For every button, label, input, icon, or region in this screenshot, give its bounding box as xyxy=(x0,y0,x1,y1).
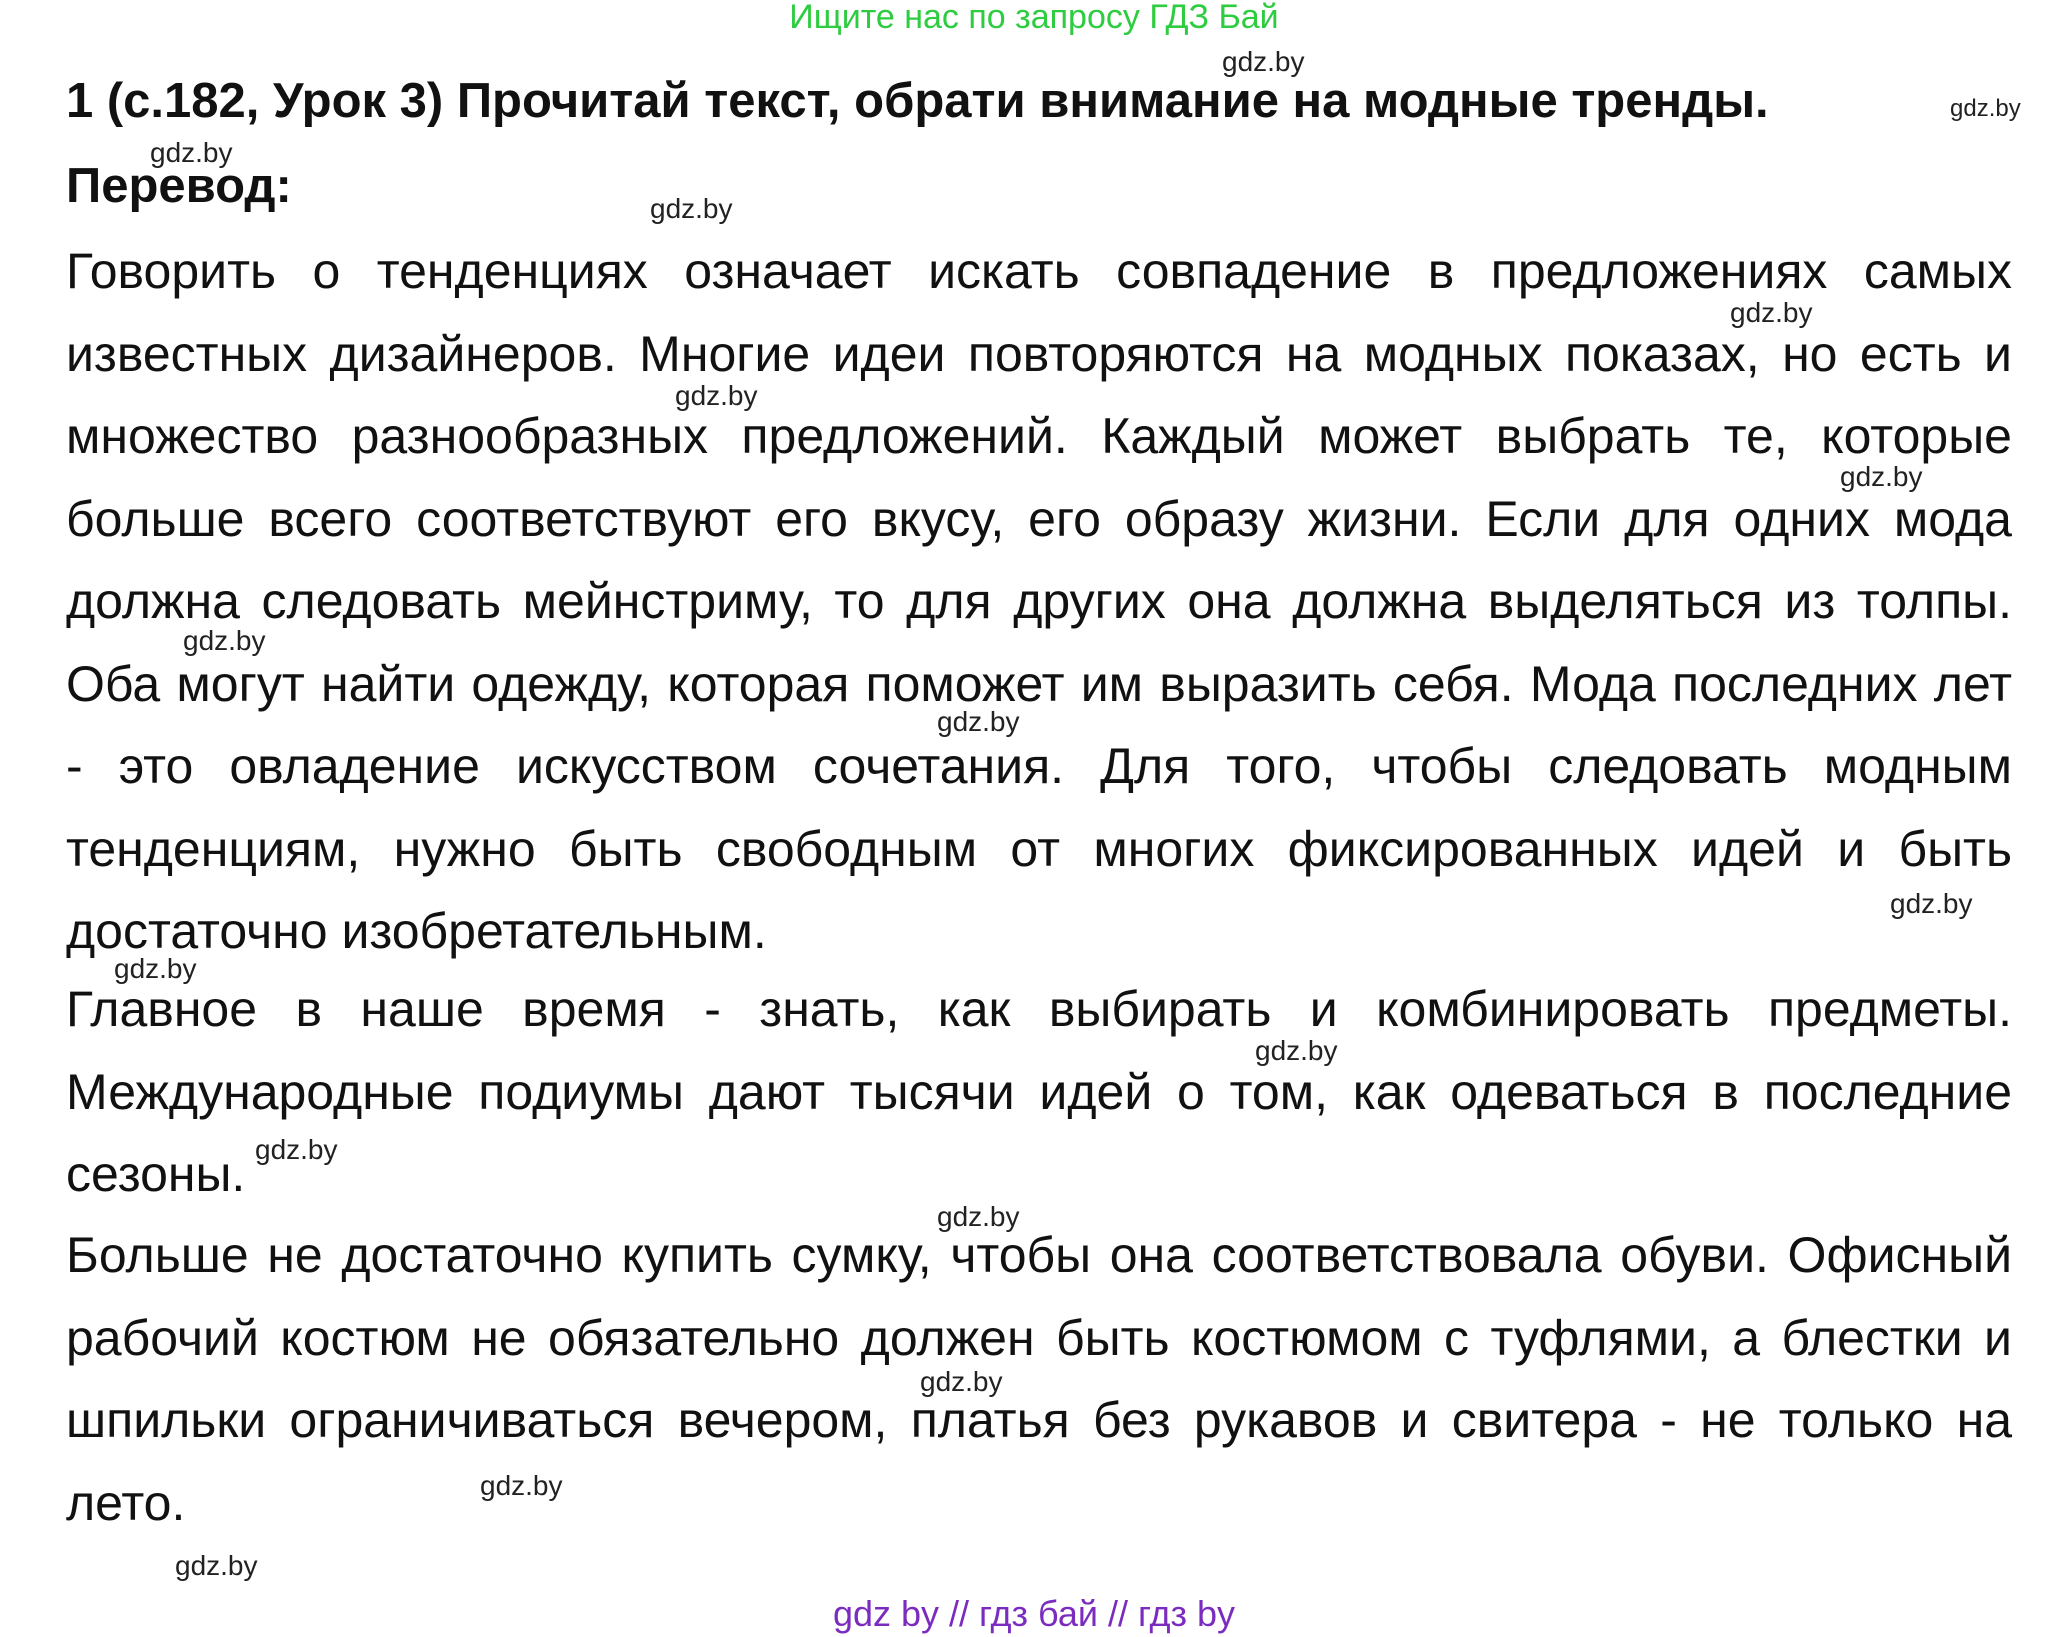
watermark: gdz.by xyxy=(175,1550,258,1581)
exercise-heading: 1 (с.182, Урок 3) Прочитай текст, обрати внимание на модные тренды. xyxy=(66,74,1769,128)
watermark: gdz.by xyxy=(150,137,233,168)
watermark: gdz.by xyxy=(480,1470,563,1501)
watermark: gdz.by xyxy=(650,193,733,224)
footer-links: gdz by // гдз бай // гдз by xyxy=(832,1593,1236,1634)
watermark: gdz.by xyxy=(675,380,758,411)
watermark: gdz.by xyxy=(1840,461,1923,492)
watermark: gdz.by xyxy=(255,1134,338,1165)
translation-paragraph-1: Говорить о тенденциях означает искать совпадение в предложениях самых известных дизайнеров. Многие идеи повторяются на модных показах, но есть и множество разнообразных предложений. Каждый может выбрать те, которые больше всего соответствуют его вкусу, его образу жизни. Если для одних мода должна следовать мейнстриму, то для других она должна выделяться из толпы. Оба могут найти одежду, которая поможет им выразить себя. Мода последних лет - это овладение искусством сочетания. Для того, чтобы следовать модным тенденциям, нужно быть свободным от многих фиксированных идей и быть достаточно изобретательным. xyxy=(66,243,2012,959)
watermark: gdz.by xyxy=(937,1201,1020,1232)
translation-paragraph-2: Главное в наше время - знать, как выбирать и комбинировать предметы. Международные подиумы дают тысячи идей о том, как одеваться в последние сезоны. xyxy=(66,981,2012,1202)
search-hint-banner: Ищите нас по запросу ГДЗ Бай xyxy=(789,0,1279,36)
watermark: gdz.by xyxy=(937,706,1020,737)
translation-label: Перевод: xyxy=(66,159,292,213)
watermark: gdz.by xyxy=(114,953,197,984)
watermark: gdz.by xyxy=(1255,1035,1338,1066)
watermark: gdz.by xyxy=(1950,95,2021,122)
translation-paragraph-3: Больше не достаточно купить сумку, чтобы она соответствовала обуви. Офисный рабочий костюм не обязательно должен быть костюмом с туфлями, а блестки и шпильки ограничиваться вечером, платья без рукавов и свитера - не только на лето. xyxy=(66,1227,2012,1531)
watermark: gdz.by xyxy=(920,1366,1003,1397)
watermark: gdz.by xyxy=(183,625,266,656)
watermark: gdz.by xyxy=(1730,297,1813,328)
watermark: gdz.by xyxy=(1222,46,1305,77)
watermark: gdz.by xyxy=(1890,888,1973,919)
